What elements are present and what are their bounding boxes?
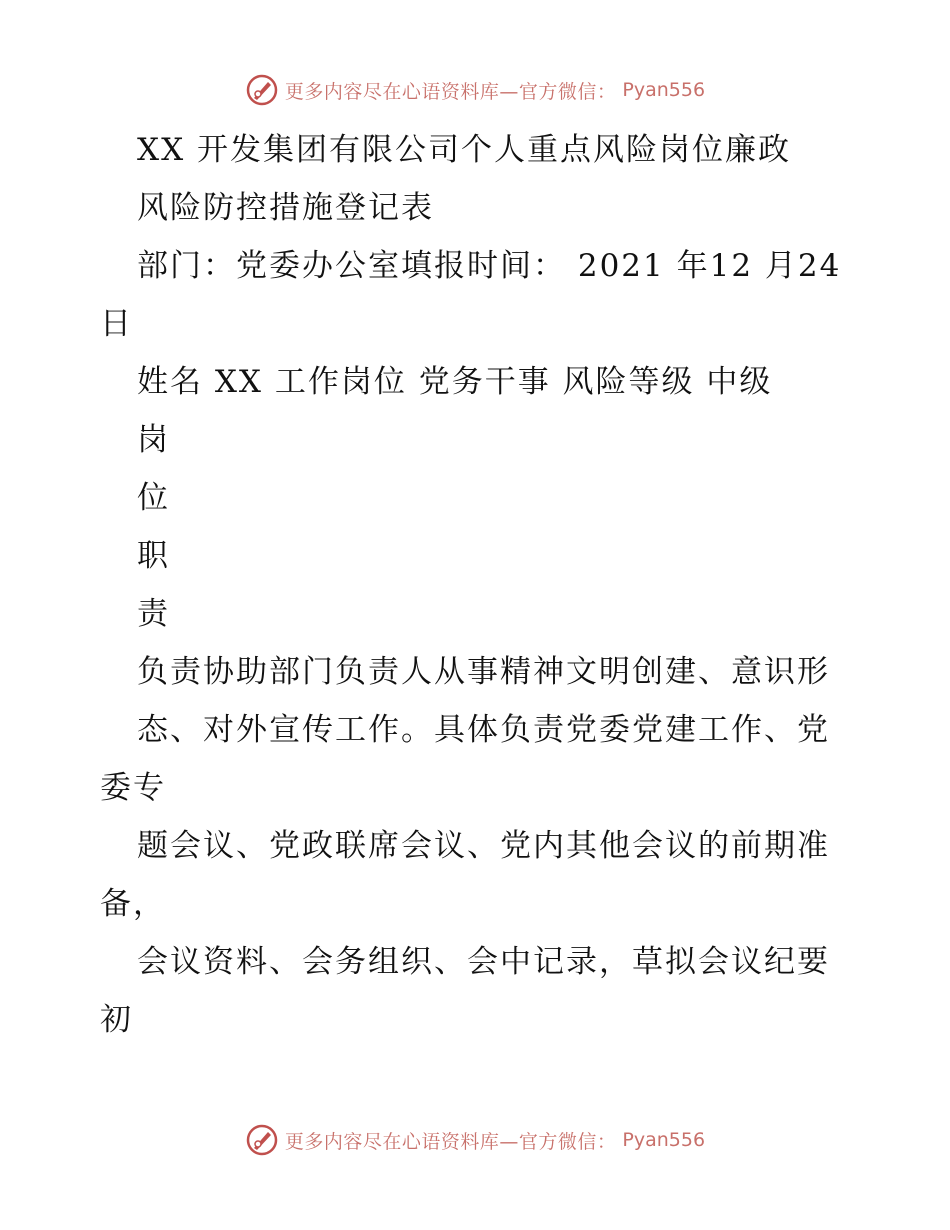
duty-text-line-2: 态、对外宣传工作。具体负责党委党建工作、党	[137, 712, 830, 748]
header-watermark	[0, 72, 950, 108]
duty-text-line-5: 备，	[100, 886, 166, 922]
doc-title-line-2: 风险防控措施登记表	[137, 190, 434, 226]
duty-label-char-4: 责	[137, 596, 170, 632]
duty-text-line-6: 会议资料、会务组织、会中记录，草拟会议纪要	[137, 944, 830, 980]
duty-text-line-1: 负责协助部门负责人从事精神文明创建、意识形	[137, 654, 830, 690]
duty-text-line-7: 初	[100, 1002, 133, 1038]
watermark-text: 更多内容尽在心语资料库—官方微信：	[284, 80, 617, 103]
pen-logo-icon	[245, 1123, 279, 1157]
watermark-text: 更多内容尽在心语资料库—官方微信：	[284, 1130, 617, 1153]
pen-logo-icon	[245, 73, 279, 107]
person-info-line: 姓名 XX 工作岗位 党务干事 风险等级 中级	[137, 364, 773, 400]
footer-watermark	[0, 1122, 950, 1158]
doc-title-line-1: XX 开发集团有限公司个人重点风险岗位廉政	[137, 132, 791, 168]
duty-text-line-3: 委专	[100, 770, 166, 806]
watermark-handle: Pyan556	[622, 79, 706, 101]
department-date-line: 部门：党委办公室填报时间： 2021 年12 月24	[137, 248, 842, 284]
duty-label-char-1: 岗	[137, 422, 170, 458]
date-day-line: 日	[100, 306, 133, 342]
duty-label-char-2: 位	[137, 480, 170, 516]
duty-text-line-4: 题会议、党政联席会议、党内其他会议的前期准	[137, 828, 830, 864]
watermark-handle: Pyan556	[622, 1129, 706, 1151]
duty-label-char-3: 职	[137, 538, 170, 574]
